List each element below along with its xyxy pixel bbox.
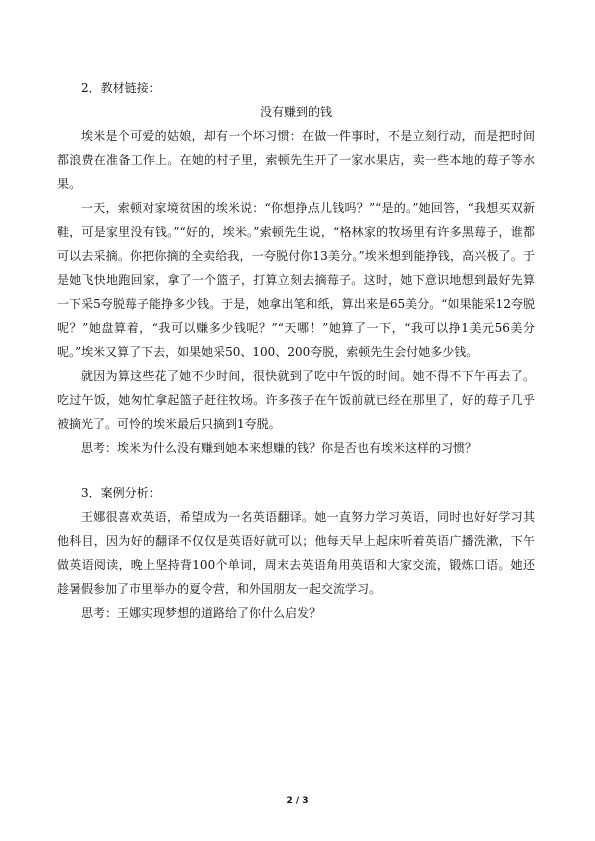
question-paragraph: 思考：埃米为什么没有赚到她本来想赚的钱？你是否也有埃米这样的习惯？: [81, 441, 478, 455]
section-heading: 3．案例分析：: [81, 486, 161, 500]
story-title: 没有赚到的钱: [259, 105, 332, 119]
paragraph: 一天，索顿对家境贫困的埃米说：“你想挣点儿钱吗？”“是的。”她回答，“我想买双新鞋，可是家里没有钱。”“好的，埃米。”索顿先生说，“格林家的牧场里有许多黑莓子，谁都可以去采摘。你把你摘的全卖给我，一夸脱付你13美分。”埃米想到能挣钱，高兴极了。于是她飞快地跑回家，拿了一个篮子，打算立刻去摘莓子。这时，她下意识地想到最好先算一下采5夸脱莓子能挣多少钱。于是，她拿出笔和纸，算出来是65美分。“如果能采12夸脱呢？”她盘算着，“我可以赚多少钱呢？”“天哪！”她算了一下，“我可以挣1美元56美分呢。”埃米又算了下去，如果她采50、100、200夸脱，索顿先生会付她多少钱。: [57, 201, 535, 359]
section-heading: 2．教材链接：: [81, 81, 161, 95]
page-number: 2 / 3: [286, 796, 309, 806]
paragraph: 就因为算这些花了她不少时间，很快就到了吃中午饭的时间。她不得不下午再去了。吃过午饭，她匆忙拿起篮子赶往牧场。许多孩子在午饭前就已经在那里了，好的莓子几乎被摘光了。可怜的埃米最后只摘到1夸脱。: [57, 369, 535, 431]
question-paragraph: 思考：王娜实现梦想的道路给了你什么启发？: [81, 606, 322, 620]
paragraph: 王娜很喜欢英语，希望成为一名英语翻译。她一直努力学习英语，同时也好好学习其他科目，因为好的翻译不仅仅是英语好就可以；他每天早上起床听着英语广播洗漱，下午做英语阅读，晚上坚持背100个单词，周末去英语角用英语和大家交流，锻炼口语。她还趁暑假参加了市里举办的夏令营，和外国朋友一起交流学习。: [57, 510, 535, 596]
paragraph: 埃米是个可爱的姑娘，却有一个坏习惯：在做一件事时，不是立刻行动，而是把时间都浪费在准备工作上。在她的村子里，索顿先生开了一家水果店，卖一些本地的莓子等水果。: [57, 129, 535, 191]
section-case-analysis: [57, 481, 535, 625]
section-teaching-material: [57, 76, 535, 460]
